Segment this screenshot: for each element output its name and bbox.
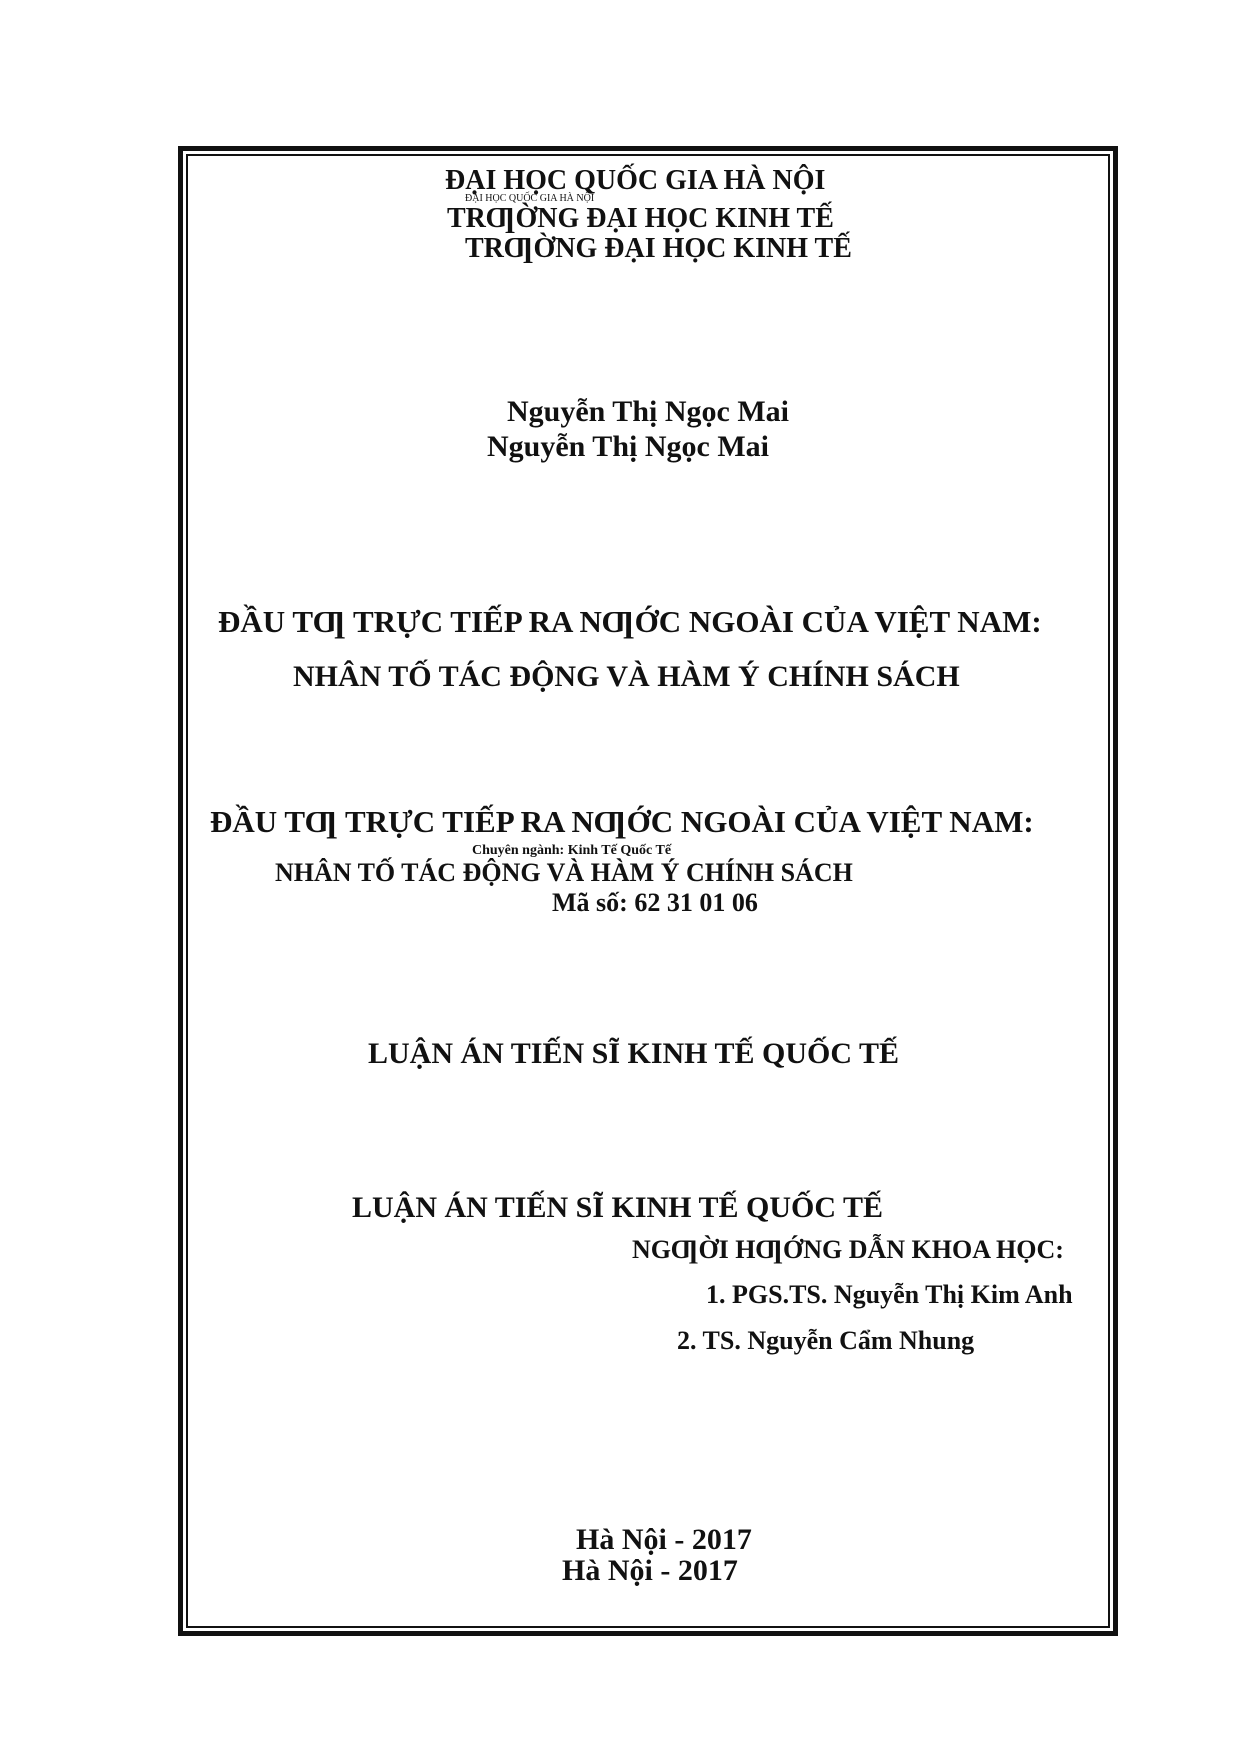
university-name: ĐẠI HỌC QUỐC GIA HÀ NỘI [445, 165, 826, 196]
thesis-title-line-1: ĐẦU TƢ TRỰC TIẾP RA NƢỚC NGOÀI CỦA VIỆT NAM: [218, 604, 1042, 639]
degree-title-duplicate: LUẬN ÁN TIẾN SĨ KINH TẾ QUỐC TẾ [352, 1191, 883, 1224]
thesis-code: Mã số: 62 31 01 06 [552, 888, 758, 917]
school-name: TRƢỜNG ĐẠI HỌC KINH TẾ [447, 203, 834, 234]
author-name-duplicate: Nguyễn Thị Ngọc Mai [487, 430, 769, 463]
degree-title: LUẬN ÁN TIẾN SĨ KINH TẾ QUỐC TẾ [368, 1037, 899, 1070]
specialization-label: Chuyên ngành: Kinh Tế Quốc Tế [472, 843, 672, 858]
thesis-title-line-2: NHÂN TỐ TÁC ĐỘNG VÀ HÀM Ý CHÍNH SÁCH [293, 660, 960, 693]
thesis-title-repeat-line-2: NHÂN TỐ TÁC ĐỘNG VÀ HÀM Ý CHÍNH SÁCH [275, 858, 853, 887]
supervisor-1: 1. PGS.TS. Nguyễn Thị Kim Anh [706, 1280, 1073, 1309]
author-name: Nguyễn Thị Ngọc Mai [507, 395, 789, 428]
supervisor-heading: NGƢỜI HƢỚNG DẪN KHOA HỌC: [632, 1235, 1064, 1264]
place-year-duplicate: Hà Nội - 2017 [562, 1554, 738, 1587]
place-year: Hà Nội - 2017 [576, 1523, 752, 1556]
university-name-small: ĐẠI HỌC QUỐC GIA HÀ NỘI [465, 193, 595, 204]
supervisor-2: 2. TS. Nguyễn Cẩm Nhung [677, 1326, 975, 1355]
thesis-title-repeat-line-1: ĐẦU TƢ TRỰC TIẾP RA NƢỚC NGOÀI CỦA VIỆT NAM: [210, 804, 1034, 839]
school-name-duplicate: TRƢỜNG ĐẠI HỌC KINH TẾ [465, 233, 852, 264]
